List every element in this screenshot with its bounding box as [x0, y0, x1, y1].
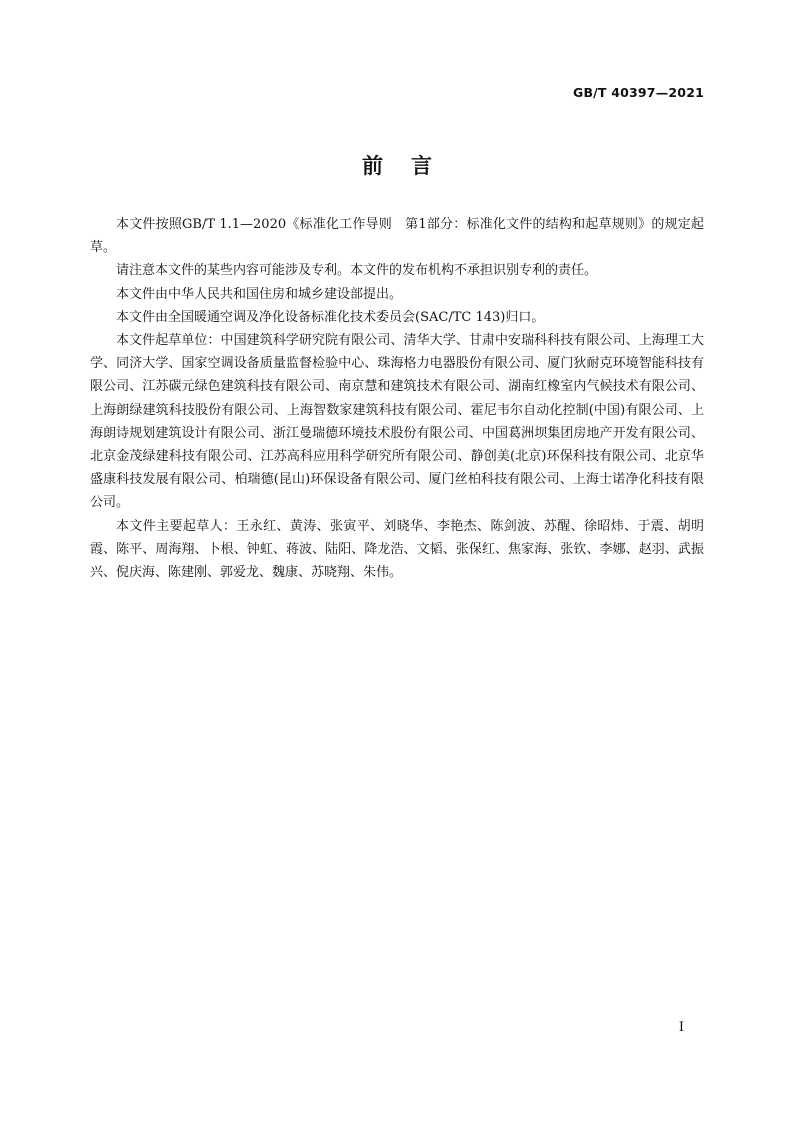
paragraph-committee: 本文件由全国暖通空调及净化设备标准化技术委员会(SAC/TC 143)归口。 — [116, 309, 545, 325]
standard-code: GB/T 40397—2021 — [572, 85, 704, 100]
paragraph-proposer: 本文件由中华人民共和国住房和城乡建设部提出。 — [116, 286, 403, 302]
foreword-body — [90, 213, 704, 584]
paragraph-drafters: 本文件主要起草人：王永红、黄涛、张寅平、刘晓华、李艳杰、陈剑波、苏醒、徐昭炜、于震、胡明霞、陈平、周海翔、卜根、钟虹、蒋波、陆阳、降龙浩、文韬、张保红、焦家海、张钦、李娜、赵羽、武振兴、倪庆海、陈建刚、郭爱龙、魏康、苏晓翔、朱伟。 — [90, 518, 704, 581]
page-title: 前言 — [362, 154, 460, 178]
paragraph-drafting-rules: 本文件按照GB/T 1.1—2020《标准化工作导则 第1部分：标准化文件的结构和起草规则》的规定起草。 — [90, 217, 704, 256]
paragraph-patent-notice: 请注意本文件的某些内容可能涉及专利。本文件的发布机构不承担识别专利的责任。 — [116, 263, 598, 279]
page-number: I — [678, 1020, 684, 1035]
paragraph-drafting-units: 本文件起草单位：中国建筑科学研究院有限公司、清华大学、甘肃中安瑞科科技有限公司、上海理工大学、同济大学、国家空调设备质量监督检验中心、珠海格力电器股份有限公司、厦门狄耐克环境智能科技有限公司、江苏碳元绿色建筑科技有限公司、南京慧和建筑技术有限公司、湖南红橡室内气候技术有限公司、上海朗绿建筑科技股份有限公司、上海智数家建筑科技有限公司、霍尼韦尔自动化控制(中国)有限公司、上海朗诗规划建筑设计有限公司、浙江曼瑞德环境技术股份有限公司、中国葛洲坝集团房地产开发有限公司、北京金茂绿建科技有限公司、江苏高科应用科学研究所有限公司、静创美(北京)环保科技有限公司、北京华盛康科技发展有限公司、柏瑞德(昆山)环保设备有限公司、厦门丝柏科技有限公司、上海士诺净化科技有限公司。 — [90, 333, 704, 511]
